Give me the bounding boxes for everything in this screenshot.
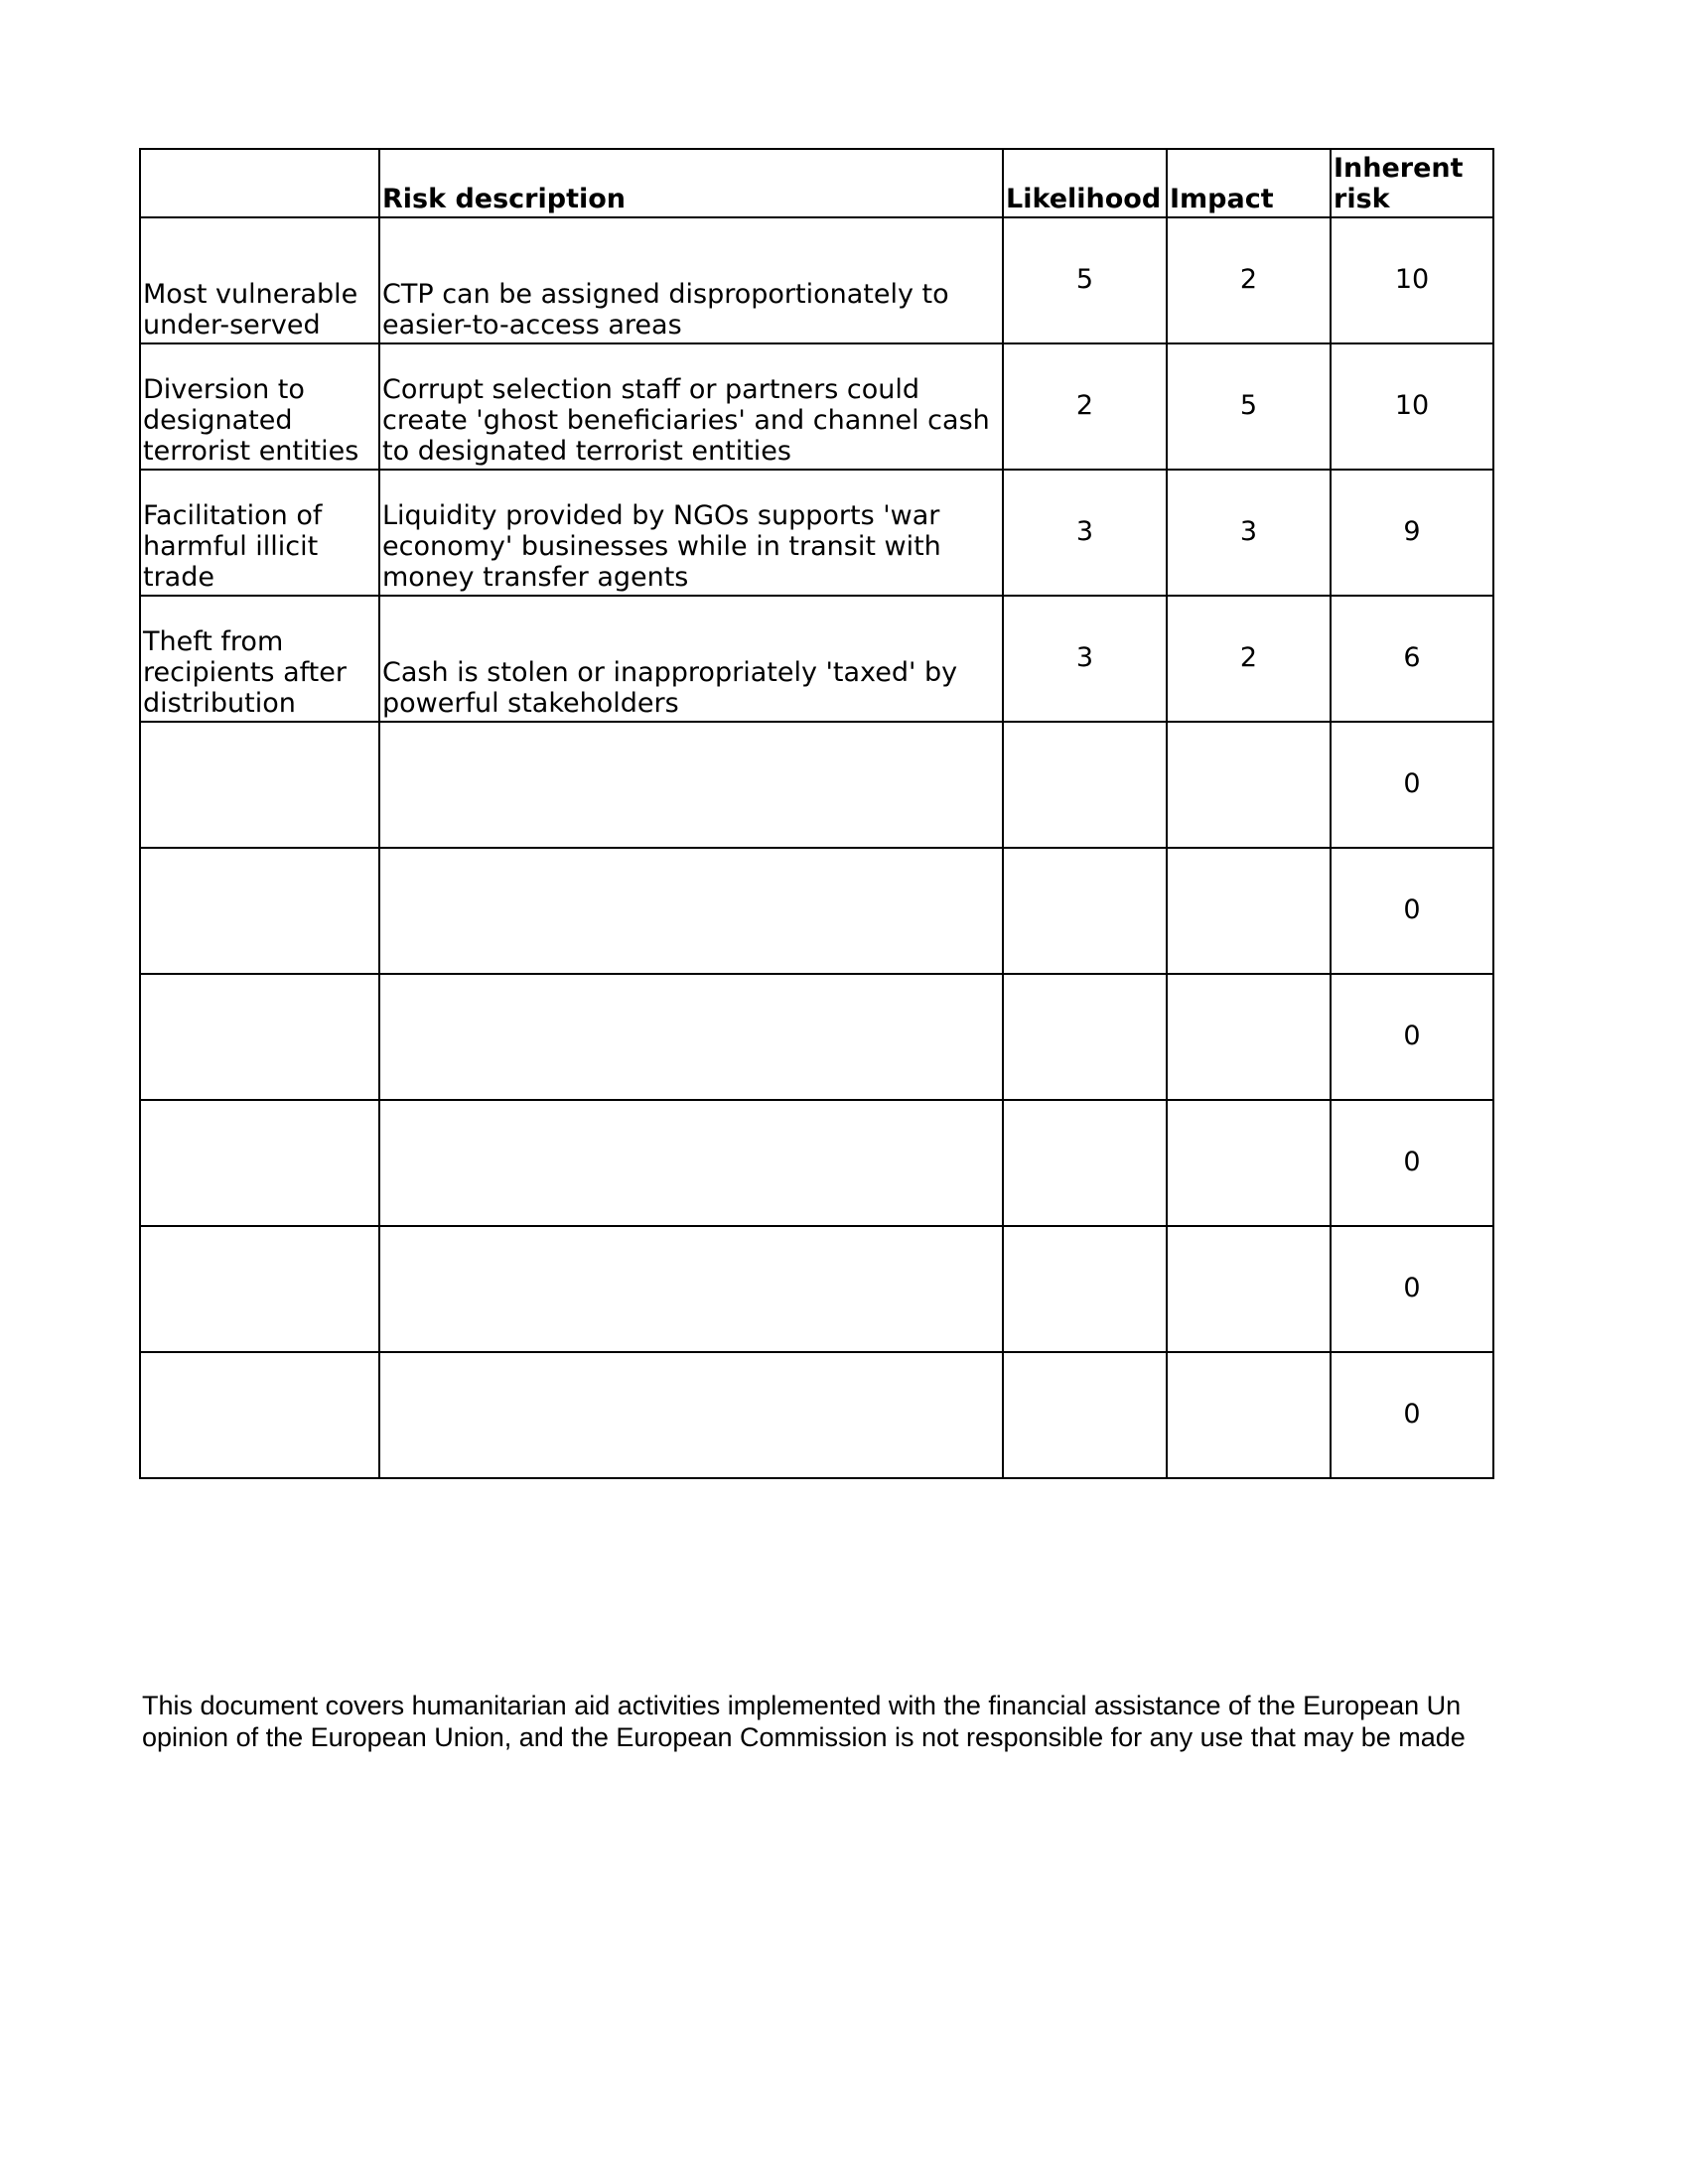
table-row [140,1226,1493,1352]
cell-inherent-risk: 10 [1331,217,1493,343]
header-likelihood: Likelihood [1003,149,1167,217]
disclaimer-line-2: opinion of the European Union, and the European Commission is not responsible for any use that may be made [142,1722,1466,1752]
cell-likelihood [1003,848,1167,974]
table-row [140,848,1493,974]
table-row [140,343,1493,470]
cell-inherent-risk: 10 [1331,343,1493,470]
cell-category [140,1352,379,1478]
cell-inherent-risk: 0 [1331,1226,1493,1352]
table-row [140,1352,1493,1478]
cell-category: Most vulnerable under-served [140,217,379,343]
cell-likelihood [1003,722,1167,848]
cell-likelihood [1003,1352,1167,1478]
risk-assessment-table [139,148,1494,1479]
table-row [140,974,1493,1100]
cell-risk-description [379,1226,1003,1352]
cell-risk-description [379,1352,1003,1478]
table-row [140,722,1493,848]
cell-impact [1167,1226,1331,1352]
cell-likelihood [1003,1226,1167,1352]
cell-risk-description: CTP can be assigned disproportionately to easier-to-access areas [379,217,1003,343]
cell-impact [1167,722,1331,848]
header-category [140,149,379,217]
cell-risk-description [379,848,1003,974]
cell-category [140,848,379,974]
cell-inherent-risk: 0 [1331,848,1493,974]
risk-table-body [140,149,1493,1478]
cell-impact: 3 [1167,470,1331,596]
cell-likelihood: 3 [1003,470,1167,596]
cell-inherent-risk: 0 [1331,974,1493,1100]
cell-impact [1167,848,1331,974]
cell-impact: 2 [1167,217,1331,343]
cell-risk-description: Liquidity provided by NGOs supports 'war economy' businesses while in transit with money transfer agents [379,470,1003,596]
disclaimer-line-1: This document covers humanitarian aid activities implemented with the financial assistance of the European Un [142,1691,1462,1720]
cell-risk-description [379,722,1003,848]
cell-category: Facilitation of harmful illicit trade [140,470,379,596]
cell-inherent-risk: 6 [1331,596,1493,722]
cell-inherent-risk: 0 [1331,1100,1493,1226]
cell-likelihood: 3 [1003,596,1167,722]
cell-likelihood [1003,974,1167,1100]
table-row [140,1100,1493,1226]
disclaimer-text [142,1690,1491,1753]
table-row [140,470,1493,596]
cell-impact [1167,1352,1331,1478]
cell-impact [1167,974,1331,1100]
table-row [140,217,1493,343]
cell-category: Theft from recipients after distribution [140,596,379,722]
cell-impact: 5 [1167,343,1331,470]
cell-impact [1167,1100,1331,1226]
cell-category [140,1226,379,1352]
header-impact: Impact [1167,149,1331,217]
cell-risk-description: Cash is stolen or inappropriately 'taxed' by powerful stakeholders [379,596,1003,722]
header-inherent-risk: Inherent risk [1331,149,1493,217]
cell-category [140,1100,379,1226]
cell-risk-description: Corrupt selection staff or partners could create 'ghost beneficiaries' and channel cash to designated terrorist entities [379,343,1003,470]
cell-inherent-risk: 0 [1331,722,1493,848]
cell-likelihood: 2 [1003,343,1167,470]
cell-risk-description [379,1100,1003,1226]
cell-category: Diversion to designated terrorist entities [140,343,379,470]
table-row [140,596,1493,722]
cell-inherent-risk: 9 [1331,470,1493,596]
header-risk-description: Risk description [379,149,1003,217]
cell-likelihood: 5 [1003,217,1167,343]
cell-inherent-risk: 0 [1331,1352,1493,1478]
cell-category [140,974,379,1100]
cell-likelihood [1003,1100,1167,1226]
cell-impact: 2 [1167,596,1331,722]
cell-risk-description [379,974,1003,1100]
cell-category [140,722,379,848]
table-header-row [140,149,1493,217]
